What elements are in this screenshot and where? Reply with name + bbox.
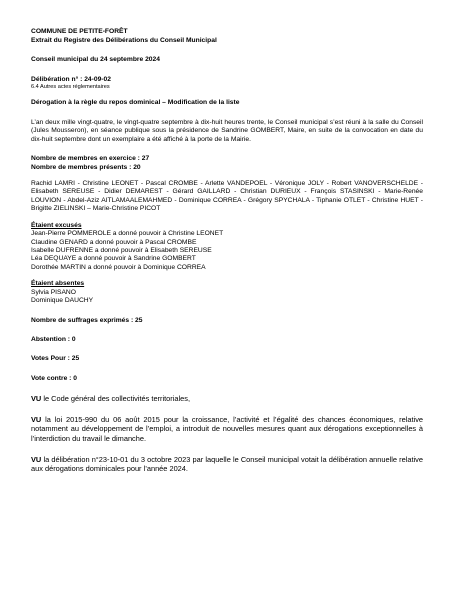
- commune-name: COMMUNE DE PETITE-FORÊT: [31, 28, 128, 35]
- members-in-office: Nombre de membres en exercice : 27: [31, 155, 150, 163]
- votes-abstention: Abstention : 0: [31, 336, 76, 344]
- votes-expressed: Nombre de suffrages exprimés : 25: [31, 316, 143, 324]
- vu-section: [31, 383, 423, 474]
- deliberation-number: Délibération n° : 24-09-02: [31, 75, 111, 83]
- vu-label: VU: [31, 414, 42, 424]
- vu-text: le Code général des collectivités territoriales,: [43, 394, 190, 404]
- document-content: [31, 28, 423, 474]
- votes-for: Votes Pour : 25: [31, 355, 80, 363]
- intro-paragraph: L’an deux mille vingt-quatre, le vingt-quatre septembre à dix-huit heures trente, le Conseil municipal s’est réuni à la salle du Conseil (Jules Mousseron), en séance publique sous la présidence de Sandrine GOMBERT, Maire, en suite de la convocation en date du dix-huit septembre dont un exemplaire a été affiché à la porte de la Mairie.: [31, 118, 423, 143]
- vu-item: [31, 455, 423, 474]
- document-header: [31, 28, 423, 45]
- absent-item: Dominique DAUCHY: [31, 297, 94, 305]
- excused-item: Dorothée MARTIN a donné pouvoir à Dominique CORREA: [31, 263, 206, 271]
- vu-label: VU: [31, 394, 42, 404]
- register-extract: Extrait du Registre des Délibérations du Conseil Municipal: [31, 36, 217, 44]
- votes-against: Vote contre : 0: [31, 374, 77, 382]
- deliberation-category: 6.4 Autres actes réglementaires: [31, 84, 110, 91]
- absent-item: Sylvia PISANO: [31, 288, 76, 296]
- excused-list: [31, 230, 423, 272]
- excused-item: Jean-Pierre POMMEROLE a donné pouvoir à Christine LEONET: [31, 230, 224, 238]
- excused-heading: Étaient excusés: [31, 221, 82, 229]
- vu-item: [31, 394, 423, 404]
- members-present: Nombre de membres présents : 20: [31, 163, 141, 171]
- session-title: Conseil municipal du 24 septembre 2024: [31, 56, 160, 64]
- vu-label: VU: [31, 454, 42, 464]
- absent-heading: Étaient absentes: [31, 280, 85, 288]
- excused-item: Claudine GENARD a donné pouvoir à Pascal CROMBE: [31, 238, 197, 246]
- vu-text: la loi 2015-990 du 06 août 2015 pour la croissance, l’activité et l’égalité des chances économiques, relative notamment au développement de l’emploi, a introduit de nouvelles mesures quant aux dérogations exceptionnelles à l’interdiction du travail le dimanche.: [31, 414, 424, 444]
- vu-item: [31, 415, 423, 444]
- absent-list: [31, 289, 423, 306]
- excused-item: Léa DEQUAYE a donné pouvoir à Sandrine GOMBERT: [31, 255, 196, 263]
- present-members-list: Rachid LAMRI - Christine LEONET - Pascal CROMBE - Arlette VANDEPOEL - Véronique JOLY - Robert VANOVERSCHELDE - Elisabeth SEREUSE - Didier DEMAREST - Gérard GAILLARD - Christian DURIEUX - François STASINSKI - Marie-Renée LOUVION - Abdel-Aziz AITLAMAALEMAHMED - Dominique CORREA - Grégory SPYCHALA - Tiphanie OTLET - Christine HUET - Brigitte ZIELINSKI – Marie-Christine PICOT: [31, 179, 423, 213]
- vu-text: la délibération n°23-10-01 du 3 octobre 2023 par laquelle le Conseil municipal votait la délibération annuelle relative aux dérogations dominicales pour l’année 2024.: [31, 454, 423, 474]
- excused-item: Isabelle DUFRENNE a donné pouvoir à Elisabeth SEREUSE: [31, 247, 212, 255]
- deliberation-title: Dérogation à la règle du repos dominical – Modification de la liste: [31, 99, 240, 107]
